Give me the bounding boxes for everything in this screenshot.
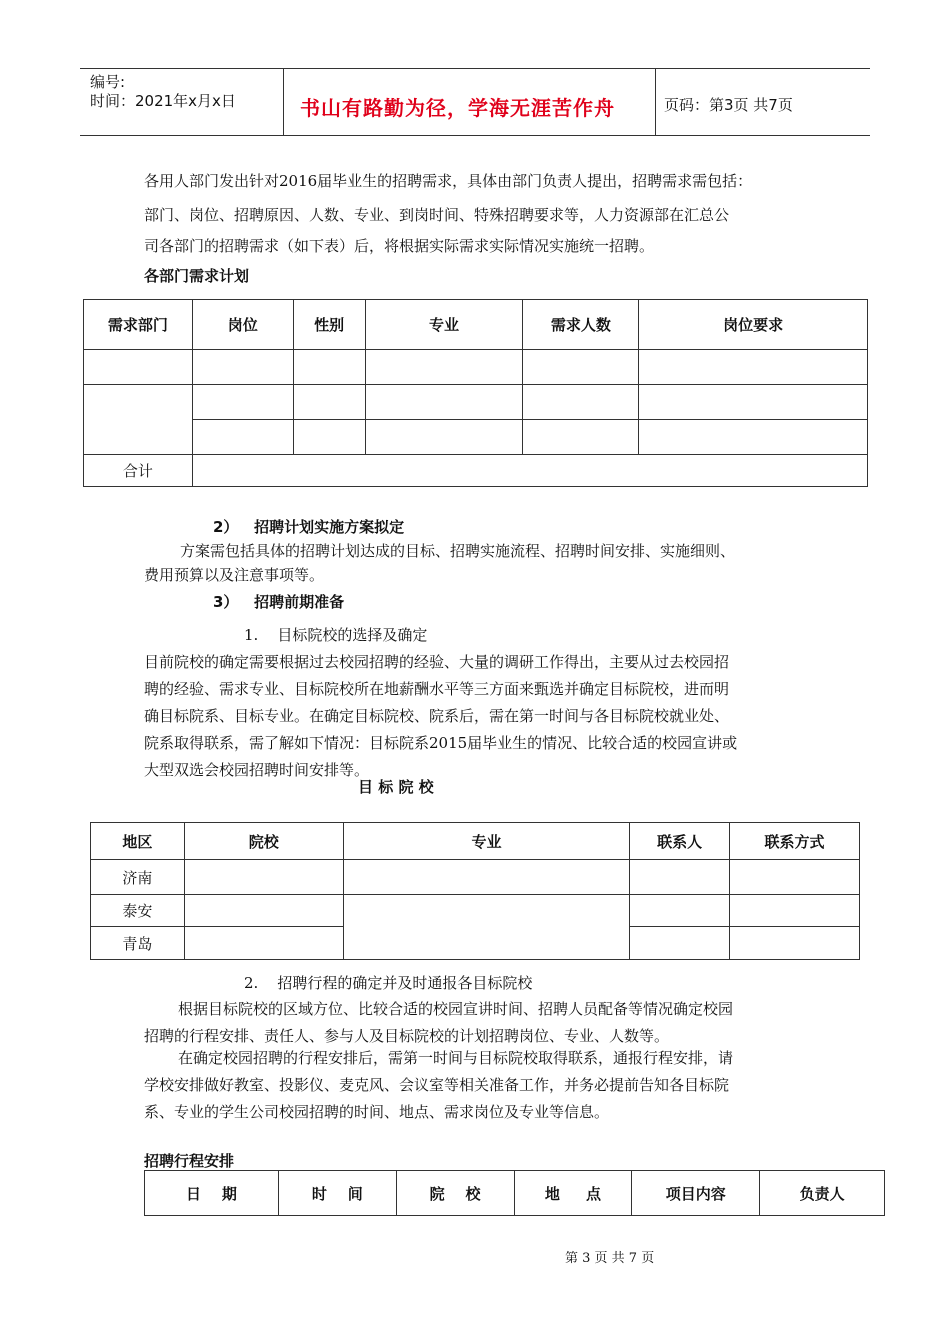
section4-line: 根据目标院校的区域方位、比较合适的校园宣讲时间、招聘人员配备等情况确定校园 — [178, 1000, 734, 1018]
section4-line: 学校安排做好教室、投影仪、麦克风、会议室等相关准备工作，并务必提前告知各目标院 — [144, 1076, 730, 1094]
school-table-title: 目 标 院 校 — [358, 778, 434, 796]
table-cell — [639, 385, 868, 420]
table-cell — [343, 860, 630, 895]
header-cell: 联系人 — [630, 823, 730, 860]
table-cell — [184, 860, 343, 895]
table-cell — [730, 895, 860, 927]
table-cell — [192, 420, 293, 455]
header-page-number: 页码：第3页 共7页 — [664, 96, 793, 114]
page-footer: 第 3 页 共 7 页 — [565, 1251, 655, 1266]
header-divider-left — [283, 68, 284, 136]
table-row — [91, 860, 860, 895]
section4-paragraph-a — [144, 996, 844, 1050]
section2-heading: 2） 招聘计划实施方案拟定 — [213, 518, 405, 536]
intro-paragraph — [144, 168, 844, 260]
header-divider-right — [655, 68, 656, 136]
table-cell — [84, 350, 193, 385]
section3-subheading: 1. 目标院校的选择及确定 — [244, 626, 428, 644]
table-cell — [293, 385, 365, 420]
header-cell: 项目内容 — [632, 1171, 760, 1216]
table-row — [84, 385, 868, 420]
table-cell — [730, 860, 860, 895]
header-cell: 时 间 — [278, 1171, 396, 1216]
table-cell — [192, 455, 867, 487]
header-cell: 地区 — [91, 823, 185, 860]
header-cell: 日 期 — [145, 1171, 279, 1216]
table-cell — [184, 927, 343, 960]
intro-line: 司各部门的招聘需求（如下表）后，将根据实际需求实际情况实施统一招聘。 — [144, 237, 655, 255]
header-cell: 需求部门 — [84, 300, 193, 350]
header-cell: 专业 — [343, 823, 630, 860]
demand-table — [83, 299, 868, 487]
section2-line: 费用预算以及注意事项等。 — [144, 566, 325, 584]
section3-line: 院系取得联系，需了解如下情况：目标院系2015届毕业生的情况、比较合适的校园宣讲或 — [144, 734, 738, 752]
school-table — [90, 822, 860, 960]
table-cell — [639, 420, 868, 455]
table-header-row — [145, 1171, 885, 1216]
table-cell — [84, 385, 193, 455]
table-cell — [192, 385, 293, 420]
table-header-row — [91, 823, 860, 860]
table-cell — [343, 895, 630, 960]
table-cell — [639, 350, 868, 385]
table-cell — [730, 927, 860, 960]
section3-line: 大型双选会校园招聘时间安排等。 — [144, 761, 370, 779]
table-row — [91, 895, 860, 927]
schedule-table-title: 招聘行程安排 — [144, 1152, 235, 1170]
header-cell: 院 校 — [396, 1171, 514, 1216]
table-cell — [192, 350, 293, 385]
table-cell — [365, 420, 523, 455]
header-cell: 需求人数 — [523, 300, 639, 350]
table-cell — [523, 420, 639, 455]
section3-line: 聘的经验、需求专业、目标院校所在地薪酬水平等三方面来甄选并确定目标院校，进而明 — [144, 680, 730, 698]
header-date: 时间：2021年x月x日 — [90, 92, 236, 110]
section3-heading: 3） 招聘前期准备 — [213, 593, 345, 611]
table-row — [84, 420, 868, 455]
table-cell — [184, 895, 343, 927]
region-cell: 泰安 — [91, 895, 185, 927]
section4-line: 在确定校园招聘的行程安排后，需第一时间与目标院校取得联系，通报行程安排，请 — [178, 1049, 734, 1067]
intro-line: 各用人部门发出针对2016届毕业生的招聘需求，具体由部门负责人提出，招聘需求需包括： — [144, 172, 753, 190]
section4-subheading: 2. 招聘行程的确定并及时通报各目标院校 — [244, 974, 533, 992]
table-cell — [630, 860, 730, 895]
total-label: 合计 — [84, 455, 193, 487]
table-cell — [630, 895, 730, 927]
section4-line: 系、专业的学生公司校园招聘的时间、地点、需求岗位及专业等信息。 — [144, 1103, 610, 1121]
section2-paragraph — [144, 538, 844, 589]
section2-line: 方案需包括具体的招聘计划达成的目标、招聘实施流程、招聘时间安排、实施细则、 — [180, 542, 736, 560]
table-row — [84, 350, 868, 385]
table-cell — [523, 350, 639, 385]
header-cell: 性别 — [293, 300, 365, 350]
table-cell — [630, 927, 730, 960]
section3-line: 目前院校的确定需要根据过去校园招聘的经验、大量的调研工作得出，主要从过去校园招 — [144, 653, 730, 671]
header-bottom-rule — [80, 135, 870, 136]
section3-line: 确目标院系、目标专业。在确定目标院校、院系后，需在第一时间与各目标院校就业处、 — [144, 707, 730, 725]
header-slogan: 书山有路勤为径，学海无涯苦作舟 — [300, 96, 615, 120]
total-row — [84, 455, 868, 487]
header-cell: 地 点 — [514, 1171, 632, 1216]
header-cell: 负责人 — [760, 1171, 885, 1216]
header-cell: 联系方式 — [730, 823, 860, 860]
header-cell: 岗位 — [192, 300, 293, 350]
header-top-rule — [80, 68, 870, 69]
section4-paragraph-b — [144, 1045, 844, 1126]
intro-line: 部门、岗位、招聘原因、人数、专业、到岗时间、特殊招聘要求等，人力资源部在汇总公 — [144, 206, 730, 224]
table-cell — [523, 385, 639, 420]
table-header-row — [84, 300, 868, 350]
region-cell: 青岛 — [91, 927, 185, 960]
header-cell: 岗位要求 — [639, 300, 868, 350]
region-cell: 济南 — [91, 860, 185, 895]
demand-table-title: 各部门需求计划 — [144, 267, 250, 285]
schedule-table — [144, 1170, 885, 1216]
header-number: 编号: — [90, 73, 126, 91]
table-cell — [293, 350, 365, 385]
table-cell — [365, 350, 523, 385]
section4-line: 招聘的行程安排、责任人、参与人及目标院校的计划招聘岗位、专业、人数等。 — [144, 1027, 670, 1045]
header-cell: 专业 — [365, 300, 523, 350]
table-cell — [365, 385, 523, 420]
section3-paragraph — [144, 649, 844, 784]
table-cell — [293, 420, 365, 455]
header-cell: 院校 — [184, 823, 343, 860]
